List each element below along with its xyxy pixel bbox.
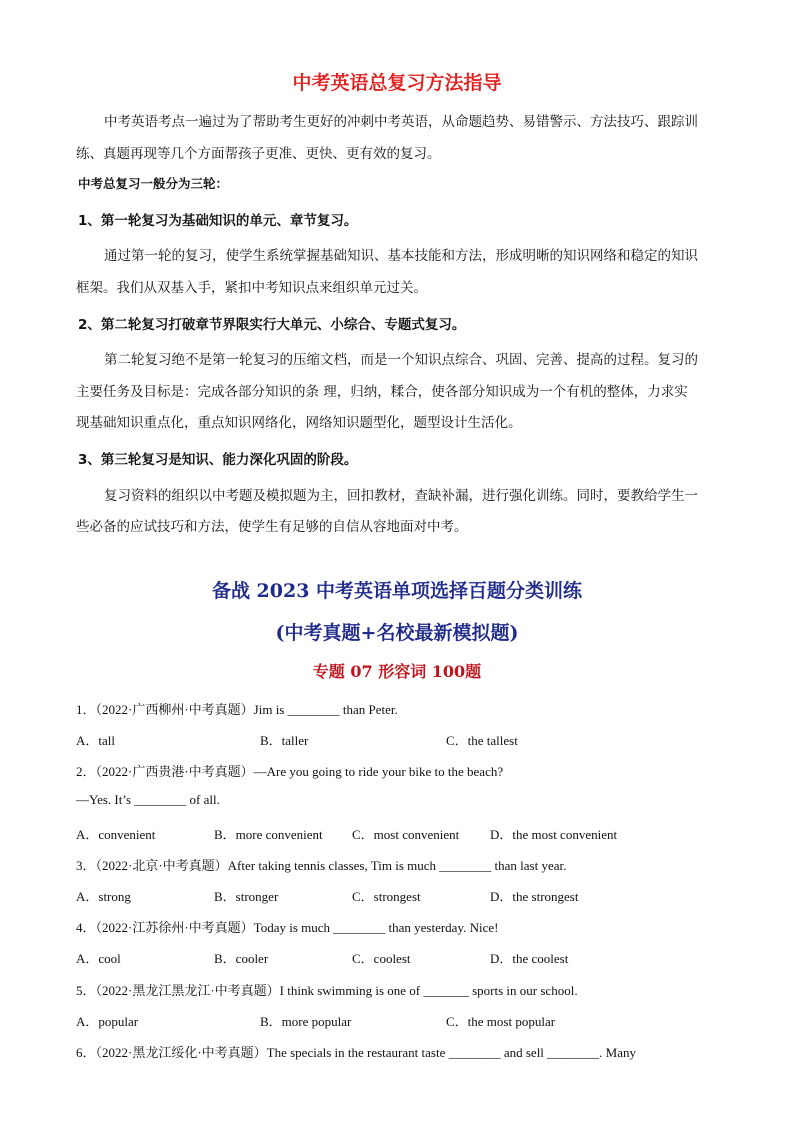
question-5-option-a: A．popular (76, 1014, 139, 1029)
question-3-option-b: B．stronger (214, 889, 279, 904)
question-5-stem: 5．（2022·黑龙江黑龙江·中考真题）I think swimming is one of _______ sports in our school. (76, 983, 578, 998)
rounds-heading: 中考总复习一般分为三轮： (78, 176, 229, 191)
question-4-option-c: C．coolest (352, 951, 411, 966)
exercise-topic: 专题 07 形容词 100题 (312, 662, 482, 681)
question-2-option-a: A．convenient (76, 827, 156, 842)
question-4-stem: 4．（2022·江苏徐州·中考真题）Today is much ________ than yesterday. Nice! (76, 920, 499, 935)
guide-intro-line-2: 练、真题再现等几个方面帮孩子更准、更快、更有效的复习。 (76, 146, 441, 162)
round-1-line-2: 框架。我们从双基入手，紧扣中考知识点来组织单元过关。 (76, 280, 427, 296)
round-2-heading: 2、第二轮复习打破章节界限实行大单元、小综合、专题式复习。 (78, 317, 466, 333)
question-1-stem: 1．（2022·广西柳州·中考真题）Jim is ________ than Peter. (76, 702, 398, 717)
question-3-option-d: D．the strongest (490, 889, 579, 904)
question-5-option-b: B．more popular (260, 1014, 352, 1029)
exercise-title: 备战 2023 中考英语单项选择百题分类训练 (211, 580, 583, 602)
question-3-option-a: A．strong (76, 889, 131, 904)
round-1-line-1: 通过第一轮的复习，使学生系统掌握基础知识、基本技能和方法，形成明晰的知识网络和稳定的知识 (104, 248, 698, 264)
question-3-option-c: C．strongest (352, 889, 421, 904)
question-2-option-d: D．the most convenient (490, 827, 618, 842)
question-4-option-a: A．cool (76, 951, 121, 966)
question-2-option-b: B．more convenient (214, 827, 323, 842)
question-1-option-b: B．taller (260, 733, 309, 748)
question-6-stem: 6．（2022·黑龙江绥化·中考真题）The specials in the restaurant taste ________ and sell ________. Many (76, 1045, 636, 1060)
round-2-line-2: 主要任务及目标是：完成各部分知识的条 理，归纳，糅合，使各部分知识成为一个有机的整体，力求实 (76, 384, 688, 400)
question-2-option-c: C．most convenient (352, 827, 460, 842)
exercise-subtitle: (中考真题+名校最新模拟题) (275, 622, 519, 644)
round-3-line-1: 复习资料的组织以中考题及模拟题为主，回扣教材，查缺补漏，进行强化训练。同时，要教给学生一 (104, 488, 698, 504)
question-1-option-c: C．the tallest (446, 733, 518, 748)
question-2-stem: 2．（2022·广西贵港·中考真题）—Are you going to ride your bike to the beach? (76, 764, 504, 779)
round-1-heading: 1、第一轮复习为基础知识的单元、章节复习。 (78, 213, 358, 229)
round-2-line-3: 现基础知识重点化，重点知识网络化，网络知识题型化，题型设计生活化。 (76, 415, 522, 431)
question-5-option-c: C．the most popular (446, 1014, 556, 1029)
round-2-line-1: 第二轮复习绝不是第一轮复习的压缩文档，而是一个知识点综合、巩固、完善、提高的过程。复习的 (104, 352, 698, 368)
question-4-option-d: D．the coolest (490, 951, 569, 966)
guide-title: 中考英语总复习方法指导 (292, 72, 502, 94)
guide-intro-line-1: 中考英语考点一遍过为了帮助考生更好的冲刺中考英语，从命题趋势、易错警示、方法技巧、跟踪训 (104, 114, 698, 130)
question-3-stem: 3．（2022·北京·中考真题）After taking tennis classes, Tim is much ________ than last year. (76, 858, 567, 873)
question-1-option-a: A．tall (76, 733, 115, 748)
question-2-stem-line-2: —Yes. It’s ________ of all. (76, 792, 220, 807)
question-4-option-b: B．cooler (214, 951, 269, 966)
round-3-line-2: 些必备的应试技巧和方法，使学生有足够的自信从容地面对中考。 (76, 519, 468, 535)
round-3-heading: 3、第三轮复习是知识、能力深化巩固的阶段。 (78, 452, 358, 468)
